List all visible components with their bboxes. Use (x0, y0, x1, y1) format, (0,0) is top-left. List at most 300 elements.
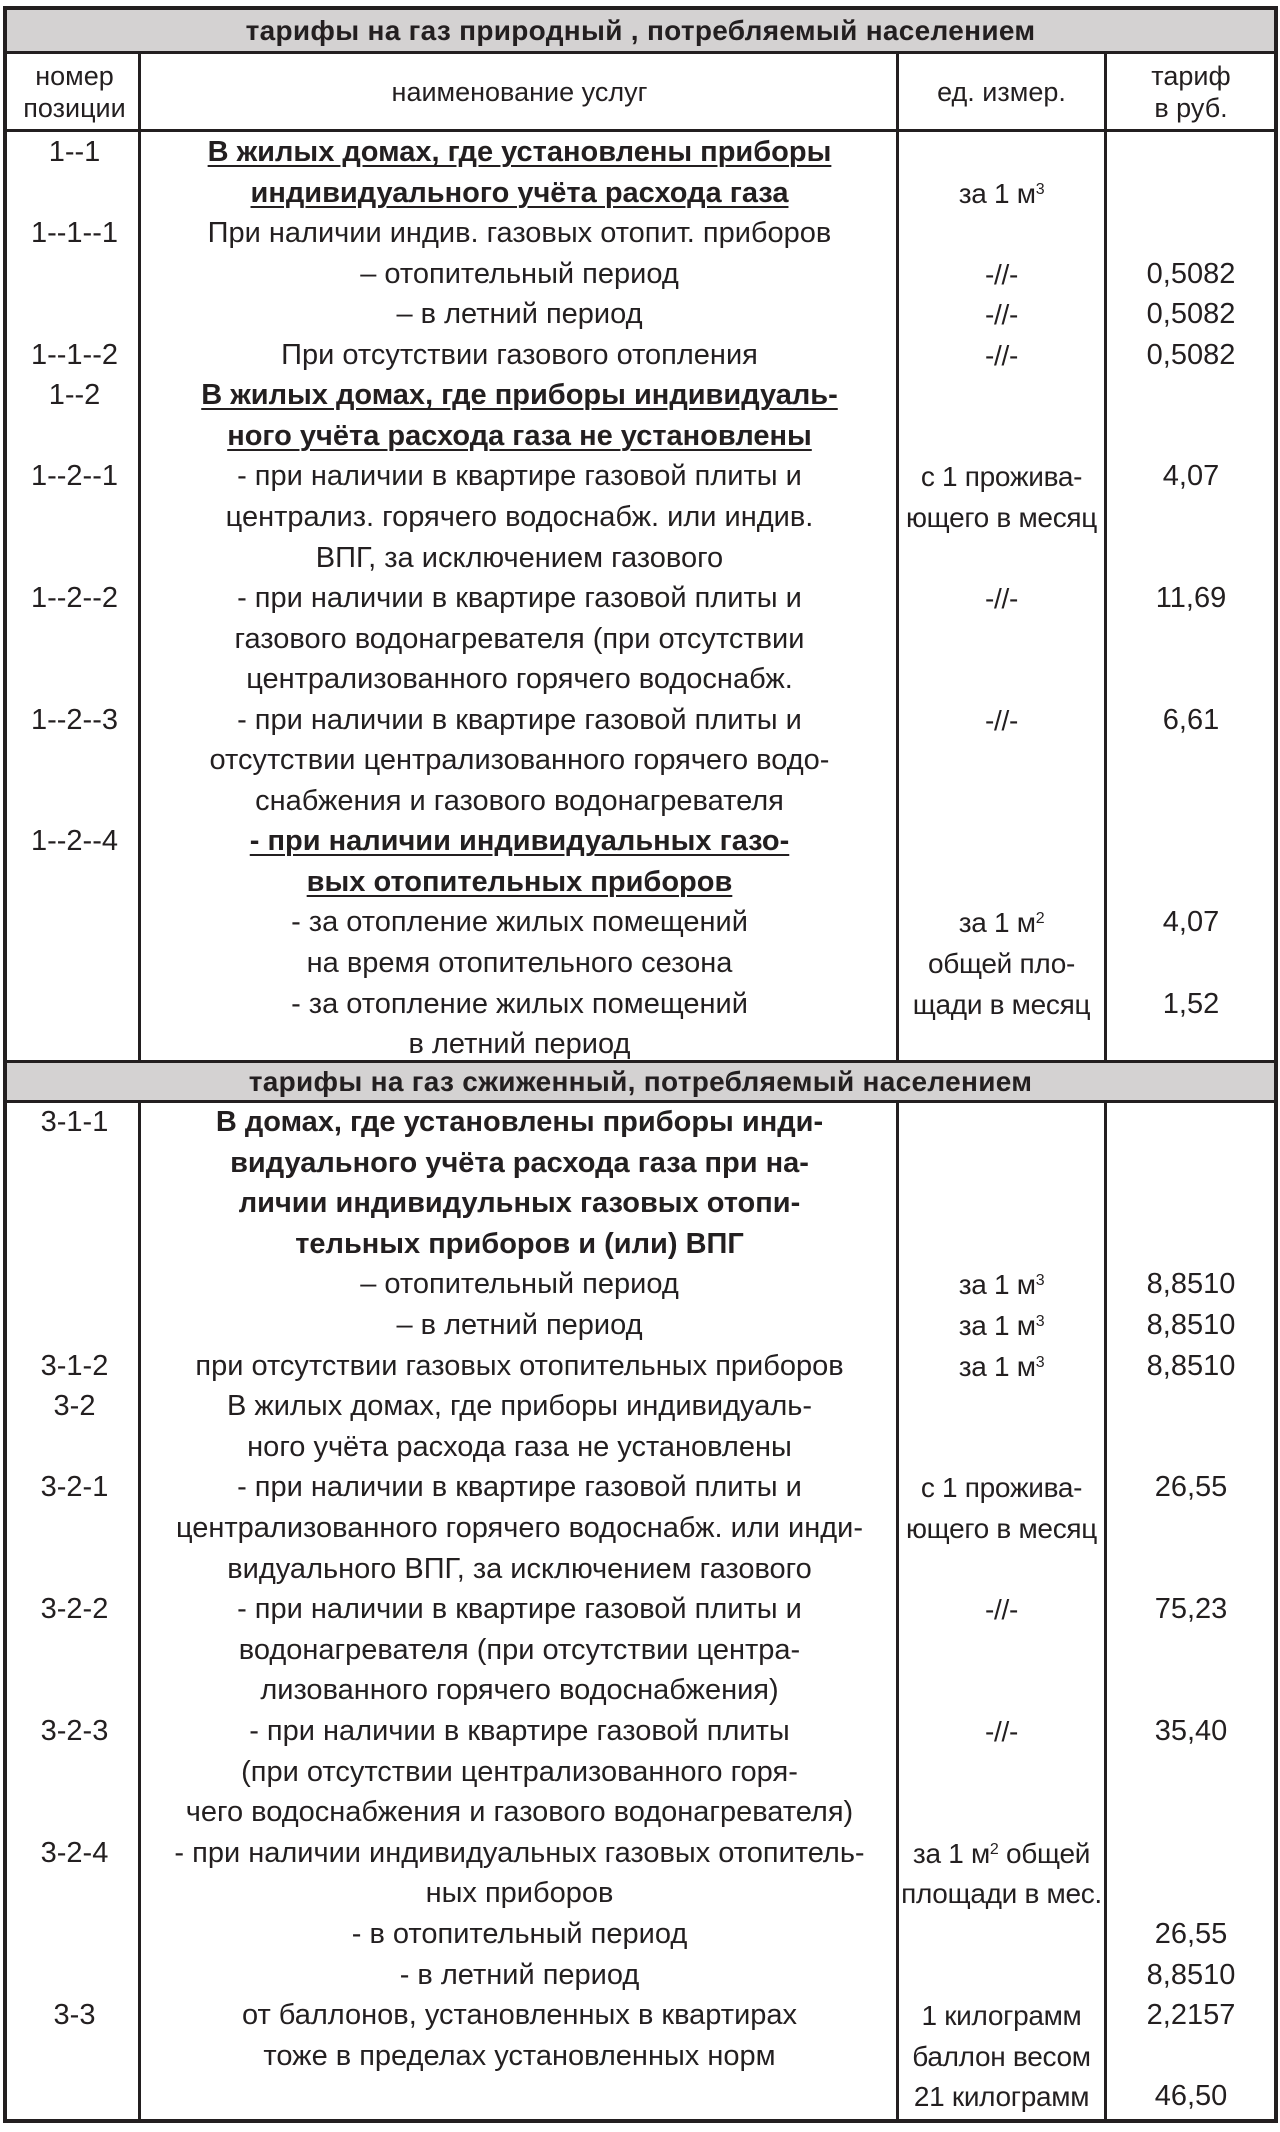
row-unit (899, 700, 1104, 741)
row-tariff (1107, 1833, 1275, 1874)
row-service-text: чего водоснабжения и газового водонагревателя) (185, 1796, 854, 1829)
row-unit-text: баллон весом (912, 2040, 1091, 2072)
row-unit (899, 902, 1104, 943)
row-service (143, 740, 896, 781)
row-service-text: лизованного горячего водоснабжения) (260, 1674, 779, 1707)
row-number-text: 3-3 (53, 1999, 96, 2032)
header-number-line2: позиции (23, 92, 126, 123)
row-service (143, 2076, 896, 2117)
row-tariff (1107, 456, 1275, 497)
row-number (11, 1427, 138, 1468)
row-tariff (1107, 2036, 1275, 2077)
row-service-text: - при наличии индивидуальных газовых отопитель- (174, 1836, 865, 1869)
row-number (11, 1833, 138, 1874)
row-service (143, 1711, 896, 1752)
section1-title: тарифы на газ природный , потребляемый населением (7, 10, 1274, 51)
row-unit-text: за 1 м (958, 177, 1036, 209)
row-number (11, 1024, 138, 1065)
row-service-text: при отсутствии газовых отопительных приборов (195, 1349, 844, 1382)
row-tariff (1107, 1955, 1275, 1996)
row-number (11, 132, 138, 173)
row-number (11, 1305, 138, 1346)
row-tariff-text: 2,2157 (1146, 1999, 1236, 2032)
row-unit (899, 1955, 1104, 1996)
row-unit (899, 335, 1104, 376)
row-tariff (1107, 1143, 1275, 1184)
row-number-text: 1--1--1 (30, 217, 118, 250)
row-tariff (1107, 1264, 1275, 1305)
row-tariff-text: 46,50 (1154, 2080, 1228, 2113)
row-number (11, 538, 138, 579)
header-tariff (1107, 54, 1275, 129)
row-service-text: – в летний период (396, 298, 643, 331)
row-service-text: – отопительный период (360, 1268, 679, 1301)
row-number-text: 3-2-3 (40, 1715, 109, 1747)
row-tariff (1107, 1508, 1275, 1549)
row-number (11, 2036, 138, 2077)
row-unit (899, 1914, 1104, 1955)
row-unit (899, 1792, 1104, 1833)
row-unit (899, 1711, 1104, 1752)
row-number (11, 659, 138, 700)
row-unit (899, 416, 1104, 457)
row-number-text: 3-2-4 (40, 1836, 109, 1869)
row-unit-text: общей пло- (927, 948, 1076, 979)
row-service (143, 254, 896, 295)
tariff-table (3, 6, 1278, 2123)
row-service (143, 1264, 896, 1305)
column-divider (138, 51, 141, 1060)
row-tariff-text: 35,40 (1154, 1715, 1228, 1747)
row-service (143, 497, 896, 538)
row-service-text: видуального учёта расхода газа при на- (230, 1146, 809, 1179)
row-number (11, 1752, 138, 1793)
row-unit (899, 578, 1104, 619)
row-tariff (1107, 1589, 1275, 1630)
row-number-text: 3-1-2 (40, 1349, 109, 1382)
row-number-text: 1--2--4 (30, 825, 118, 858)
row-service (143, 1508, 896, 1549)
row-number (11, 984, 138, 1025)
row-service (143, 294, 896, 335)
row-tariff (1107, 781, 1275, 822)
row-tariff-text: 11,69 (1155, 582, 1227, 615)
row-service (143, 1224, 896, 1265)
column-divider (138, 1100, 141, 2123)
row-unit (899, 619, 1104, 660)
row-service (143, 1549, 896, 1590)
row-service-text: В домах, где установлены приборы инди- (215, 1106, 824, 1138)
row-number (11, 1143, 138, 1184)
row-service (143, 659, 896, 700)
row-tariff-text: 1,52 (1162, 987, 1220, 1020)
row-tariff (1107, 538, 1275, 579)
row-unit-text: -//- (984, 258, 1018, 290)
row-service-text: ного учёта расхода газа не установлены (227, 419, 812, 452)
row-number-text: 1--2--3 (30, 703, 118, 736)
row-number-text: 1--2--2 (30, 582, 118, 615)
row-unit (899, 1589, 1104, 1630)
row-tariff-text: 75,23 (1154, 1593, 1228, 1626)
row-service-text: ного учёта расхода газа не установлены (247, 1430, 792, 1463)
row-tariff-text: 26,55 (1154, 1918, 1228, 1950)
row-unit (899, 1508, 1104, 1549)
row-number (11, 1508, 138, 1549)
row-tariff-text: 0,5082 (1146, 338, 1236, 371)
row-tariff (1107, 1102, 1275, 1143)
row-number-text: 1--1--2 (30, 338, 118, 371)
row-unit (899, 1264, 1104, 1305)
row-unit-text: с 1 прожива- (920, 461, 1083, 493)
column-divider (896, 51, 899, 1060)
row-number (11, 1346, 138, 1387)
row-tariff (1107, 700, 1275, 741)
row-number (11, 1264, 138, 1305)
row-tariff (1107, 1630, 1275, 1671)
row-number-text: 1--2 (48, 379, 101, 412)
unit-superscript: 2 (989, 1840, 999, 1858)
unit-superscript: 3 (1035, 1272, 1045, 1290)
row-unit (899, 173, 1104, 214)
row-unit-text: площади в мес. (901, 1878, 1102, 1910)
row-service-text: в летний период (408, 1028, 631, 1061)
row-tariff (1107, 1346, 1275, 1387)
row-service-text: ных приборов (425, 1877, 614, 1910)
row-service (143, 416, 896, 457)
row-service (143, 1873, 896, 1914)
unit-tail: общей (998, 1837, 1091, 1869)
row-service-text: - в отопительный период (351, 1918, 688, 1950)
row-service (143, 1833, 896, 1874)
column-divider (1104, 51, 1107, 1060)
row-unit (899, 254, 1104, 295)
row-service (143, 132, 896, 173)
row-tariff-text: 0,5082 (1146, 257, 1236, 290)
row-number-text: 3-2-2 (40, 1593, 109, 1626)
row-service (143, 1305, 896, 1346)
row-tariff (1107, 173, 1275, 214)
row-service-text: на время отопительного сезона (306, 947, 733, 979)
row-number (11, 821, 138, 862)
row-tariff (1107, 1792, 1275, 1833)
row-number (11, 1467, 138, 1508)
row-tariff (1107, 1914, 1275, 1955)
row-tariff (1107, 1024, 1275, 1065)
row-tariff (1107, 1305, 1275, 1346)
row-tariff (1107, 497, 1275, 538)
row-service (143, 1467, 896, 1508)
row-unit-text: за 1 м (958, 1350, 1036, 1382)
row-service-text: тельных приборов и (или) ВПГ (295, 1227, 744, 1260)
row-unit (899, 781, 1104, 822)
row-service (143, 173, 896, 214)
row-service (143, 862, 896, 903)
row-number (11, 335, 138, 376)
row-service-text: В жилых домах, где установлены приборы (207, 136, 832, 168)
header-service: наименование услуг (391, 76, 648, 107)
row-service (143, 781, 896, 822)
row-unit-text: -//- (984, 1594, 1018, 1626)
row-tariff (1107, 375, 1275, 416)
row-unit (899, 1467, 1104, 1508)
row-tariff (1107, 132, 1275, 173)
row-service-text: ВПГ, за исключением газового (315, 541, 724, 574)
row-unit (899, 2076, 1104, 2117)
row-tariff (1107, 416, 1275, 457)
row-tariff-text: 8,8510 (1146, 1268, 1236, 1301)
row-service-text: – в летний период (396, 1309, 643, 1341)
row-number (11, 375, 138, 416)
row-number (11, 619, 138, 660)
row-service (143, 1024, 896, 1065)
row-service-text: (при отсутствии централизованного горя- (241, 1755, 798, 1788)
row-tariff (1107, 294, 1275, 335)
row-service-text: - за отопление жилых помещений (291, 987, 748, 1020)
row-service (143, 375, 896, 416)
row-number (11, 1183, 138, 1224)
row-number-text: 1--2--1 (30, 460, 118, 493)
row-number (11, 1914, 138, 1955)
row-tariff (1107, 1224, 1275, 1265)
row-number (11, 578, 138, 619)
row-service-text: - при наличии индивидуальных газо- (249, 825, 790, 858)
row-tariff (1107, 213, 1275, 254)
row-number (11, 1670, 138, 1711)
row-tariff (1107, 943, 1275, 984)
row-number (11, 1102, 138, 1143)
row-tariff (1107, 1386, 1275, 1427)
row-service-text: – отопительный период (360, 257, 679, 290)
row-number (11, 2076, 138, 2117)
row-service-text: централизованного горячего водоснабж. (246, 663, 793, 696)
header-unit: ед. измер. (937, 76, 1066, 107)
row-unit-text: -//- (984, 704, 1018, 736)
row-tariff (1107, 740, 1275, 781)
row-service (143, 1102, 896, 1143)
row-number (11, 1630, 138, 1671)
unit-superscript: 3 (1035, 1313, 1045, 1330)
row-tariff (1107, 578, 1275, 619)
row-service-text: - за отопление жилых помещений (291, 906, 748, 939)
row-unit (899, 1183, 1104, 1224)
row-service (143, 619, 896, 660)
row-unit (899, 1143, 1104, 1184)
row-number (11, 294, 138, 335)
section2-title: тарифы на газ сжиженный, потребляемый населением (7, 1063, 1274, 1100)
row-tariff (1107, 1995, 1275, 2036)
row-unit-text: -//- (984, 339, 1018, 371)
row-service-text: газового водонагревателя (при отсутствии (234, 622, 805, 655)
row-unit (899, 497, 1104, 538)
row-service (143, 1346, 896, 1387)
row-service (143, 1183, 896, 1224)
row-unit (899, 2036, 1104, 2077)
header-number-line1: номер (35, 60, 114, 91)
row-tariff-text: 4,07 (1162, 460, 1220, 493)
row-service-text: В жилых домах, где приборы индивидуаль- (226, 1390, 813, 1423)
row-service (143, 1955, 896, 1996)
row-unit (899, 1549, 1104, 1590)
row-service (143, 1427, 896, 1468)
row-number (11, 1955, 138, 1996)
row-unit (899, 132, 1104, 173)
row-unit-text: 1 килограмм (921, 2000, 1082, 2032)
row-tariff (1107, 1752, 1275, 1793)
row-unit-text: за 1 м (958, 1310, 1036, 1341)
row-unit-text: за 1 м (958, 907, 1036, 939)
row-service-text: видуального ВПГ, за исключением газового (227, 1552, 812, 1585)
row-unit (899, 1224, 1104, 1265)
row-service (143, 335, 896, 376)
row-service (143, 700, 896, 741)
row-unit-text: ющего в месяц (905, 501, 1098, 533)
header-tariff-line1: тариф (1151, 60, 1231, 91)
row-number-text: 1--1 (48, 136, 101, 168)
row-tariff (1107, 1711, 1275, 1752)
row-unit (899, 740, 1104, 781)
column-divider (896, 1100, 899, 2123)
row-tariff (1107, 619, 1275, 660)
row-service (143, 578, 896, 619)
row-unit (899, 1995, 1104, 2036)
row-unit (899, 1873, 1104, 1914)
row-unit (899, 375, 1104, 416)
row-unit (899, 1102, 1104, 1143)
row-number (11, 862, 138, 903)
row-service (143, 213, 896, 254)
row-tariff (1107, 254, 1275, 295)
row-service (143, 1792, 896, 1833)
row-number (11, 1549, 138, 1590)
row-unit (899, 821, 1104, 862)
row-tariff (1107, 1427, 1275, 1468)
row-unit-text: щади в месяц (912, 988, 1091, 1020)
header-tariff-line2: в руб. (1154, 92, 1228, 123)
row-service-text: - при наличии в квартире газовой плиты и (237, 460, 802, 493)
row-unit (899, 984, 1104, 1025)
row-number-text: 3-2-1 (40, 1471, 109, 1504)
row-service-text: При наличии индив. газовых отопит. приборов (207, 217, 832, 250)
row-tariff (1107, 1183, 1275, 1224)
row-number (11, 740, 138, 781)
row-tariff (1107, 1467, 1275, 1508)
row-service-text: водонагревателя (при отсутствии центра- (238, 1633, 801, 1666)
row-unit (899, 1024, 1104, 1065)
row-service-text: централиз. горячего водоснабж. или индив. (225, 500, 814, 533)
row-service (143, 1589, 896, 1630)
row-service-text: - при наличии в квартире газовой плиты и (237, 703, 802, 736)
row-service (143, 456, 896, 497)
row-service (143, 821, 896, 862)
row-tariff-text: 8,8510 (1146, 1958, 1236, 1991)
row-service-text: - при наличии в квартире газовой плиты (249, 1715, 790, 1747)
row-tariff-text: 6,61 (1162, 703, 1220, 736)
row-number (11, 173, 138, 214)
row-number (11, 497, 138, 538)
row-service-text: снабжения и газового водонагревателя (255, 784, 784, 817)
row-unit-text: -//- (984, 1716, 1018, 1747)
row-service-text: личии индивидульных газовых отопи- (238, 1187, 801, 1220)
row-unit (899, 1305, 1104, 1346)
row-unit-text: ющего в месяц (905, 1513, 1098, 1544)
row-unit-text: -//- (984, 299, 1018, 331)
row-service (143, 1386, 896, 1427)
row-tariff-text: 26,55 (1154, 1471, 1228, 1504)
row-tariff-text: 0,5082 (1146, 298, 1236, 331)
row-number (11, 1589, 138, 1630)
row-service (143, 2036, 896, 2077)
row-service (143, 1143, 896, 1184)
row-service (143, 1630, 896, 1671)
row-number (11, 416, 138, 457)
row-tariff (1107, 862, 1275, 903)
row-unit (899, 659, 1104, 700)
row-service-text: тоже в пределах установленных норм (263, 2039, 776, 2072)
row-service-text: отсутствии централизованного горячего водо- (209, 744, 830, 777)
row-tariff (1107, 1873, 1275, 1914)
row-unit (899, 538, 1104, 579)
row-unit (899, 1833, 1104, 1874)
row-number (11, 943, 138, 984)
row-unit (899, 1386, 1104, 1427)
row-tariff (1107, 1670, 1275, 1711)
row-service (143, 943, 896, 984)
row-number (11, 1224, 138, 1265)
row-unit (899, 456, 1104, 497)
row-tariff (1107, 984, 1275, 1025)
row-service-text: централизованного горячего водоснабж. или инди- (175, 1512, 864, 1544)
header-number (11, 54, 138, 129)
row-service (143, 1914, 896, 1955)
row-unit (899, 1670, 1104, 1711)
row-service (143, 984, 896, 1025)
row-number (11, 1792, 138, 1833)
row-unit (899, 294, 1104, 335)
row-unit (899, 862, 1104, 903)
unit-superscript: 3 (1035, 180, 1045, 198)
row-service (143, 902, 896, 943)
row-service (143, 1752, 896, 1793)
row-unit-text: -//- (984, 583, 1018, 615)
row-service (143, 538, 896, 579)
unit-superscript: 3 (1035, 1353, 1045, 1371)
row-number (11, 1995, 138, 2036)
column-divider (1104, 1100, 1107, 2123)
row-number-text: 3-1-1 (40, 1106, 109, 1138)
row-number (11, 1873, 138, 1914)
row-tariff (1107, 659, 1275, 700)
row-unit (899, 1752, 1104, 1793)
row-tariff-text: 4,07 (1162, 906, 1220, 939)
row-service-text: от баллонов, установленных в квартирах (241, 1999, 798, 2032)
row-number (11, 700, 138, 741)
row-service-text: - при наличии в квартире газовой плиты и (237, 582, 802, 615)
row-service (143, 1670, 896, 1711)
row-unit-text: с 1 прожива- (920, 1472, 1083, 1504)
row-tariff-text: 8,8510 (1146, 1309, 1236, 1341)
row-unit (899, 1630, 1104, 1671)
row-number (11, 456, 138, 497)
row-tariff-text: 8,8510 (1146, 1349, 1236, 1382)
row-service-text: - при наличии в квартире газовой плиты и (237, 1471, 802, 1504)
row-number (11, 1711, 138, 1752)
row-number (11, 1386, 138, 1427)
row-number (11, 254, 138, 295)
row-service-text: вых отопительных приборов (306, 865, 733, 898)
row-unit-text: за 1 м (958, 1269, 1036, 1301)
row-tariff (1107, 1549, 1275, 1590)
row-number-text: 3-2 (53, 1390, 96, 1423)
